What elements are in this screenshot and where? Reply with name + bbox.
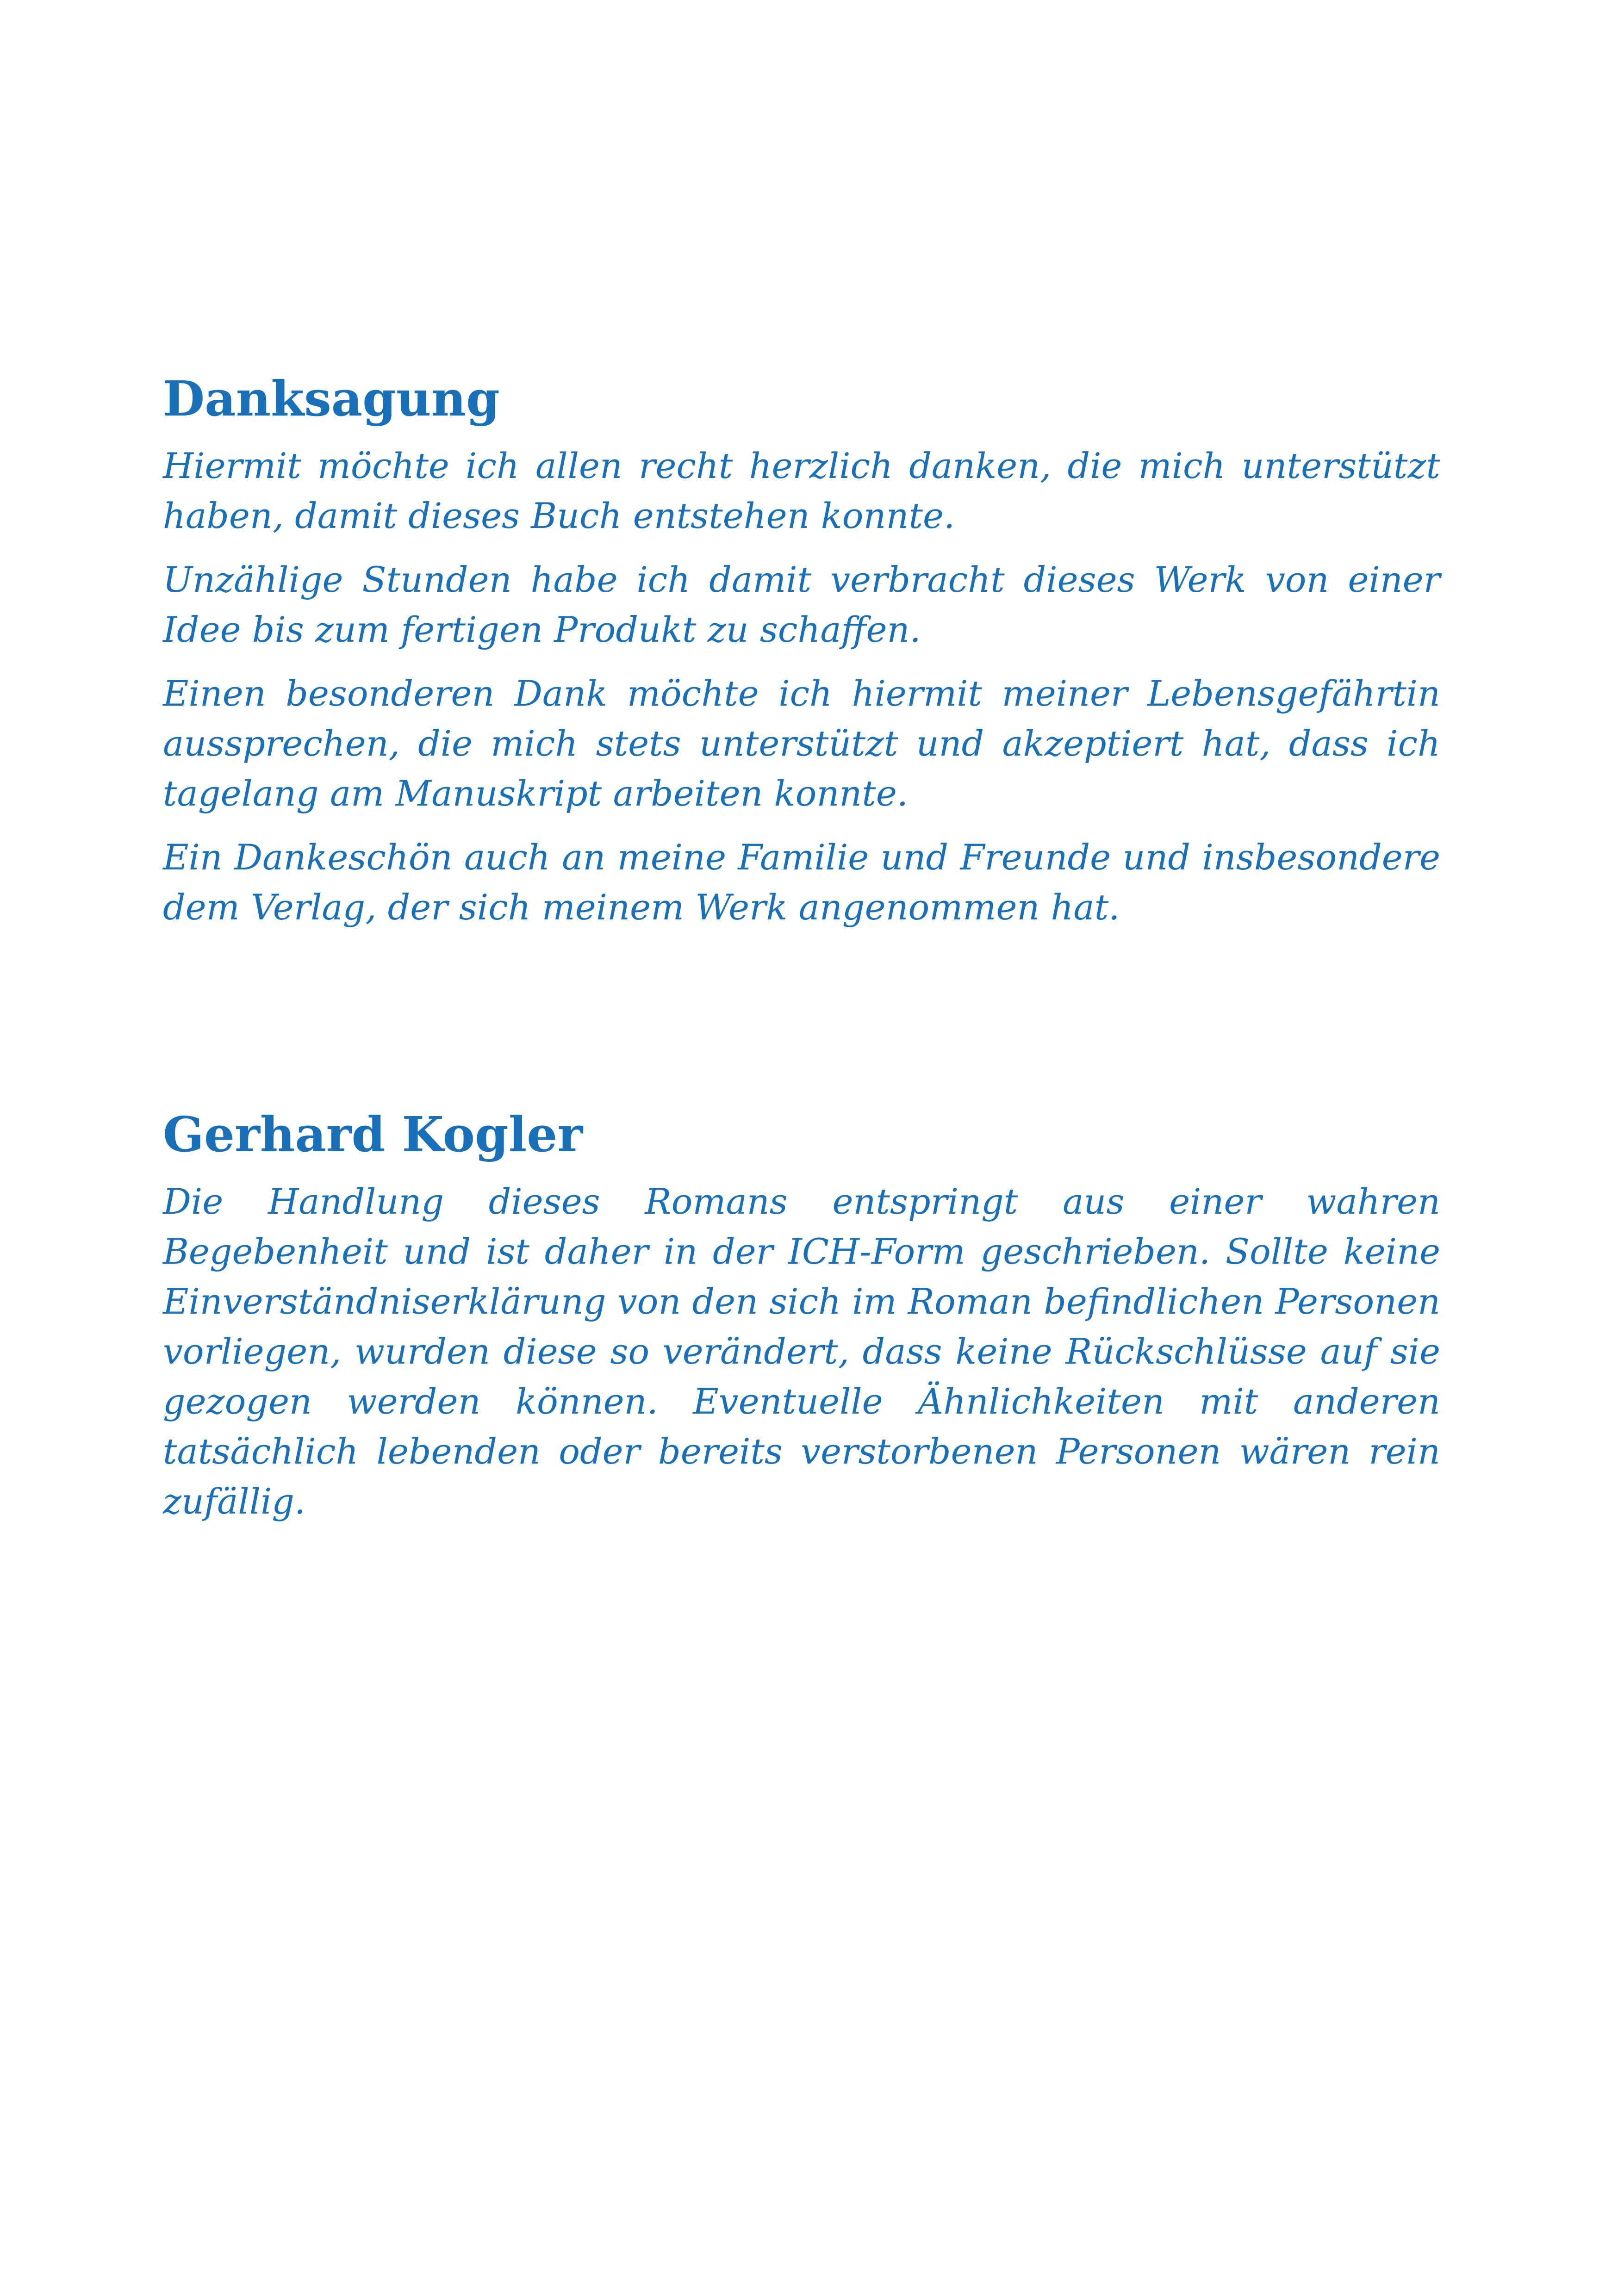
acknowledgements-paragraph: Ein Dankeschön auch an meine Familie und Freunde und insbesondere dem Verlag, der sich meinem Werk angenommen hat. (163, 836, 1440, 928)
acknowledgements-paragraph: Unzählige Stunden habe ich damit verbracht dieses Werk von einer Idee bis zum fertigen Produkt zu schaffen. (163, 558, 1440, 650)
author-body (163, 1177, 1440, 1527)
acknowledgements-heading: Danksagung (163, 370, 500, 427)
author-name-heading: Gerhard Kogler (163, 1106, 583, 1163)
acknowledgements-paragraph: Hiermit möchte ich allen recht herzlich danken, die mich unterstützt haben, damit dieses Buch entstehen konnte. (163, 445, 1440, 536)
acknowledgements-paragraph: Einen besonderen Dank möchte ich hiermit meiner Lebensgefährtin aussprechen, die mich stets unterstützt und akzeptiert hat, dass ich tagelang am Manuskript arbeiten konnte. (163, 672, 1440, 814)
author-section (163, 1106, 1440, 1540)
acknowledgements-body (163, 441, 1440, 932)
acknowledgements-section (163, 370, 1440, 946)
disclaimer-paragraph: Die Handlung dieses Romans entspringt aus einer wahren Begebenheit und ist daher in der ICH-Form geschrieben. Sollte keine Einverständniserklärung von den sich im Roman befindlichen Personen vorliegen, wurden diese so verändert, dass keine Rückschlüsse auf sie gezogen werden können. Eventuelle Ähnlichkeiten mit anderen tatsächlich lebenden oder bereits verstorbenen Personen wären rein zufällig. (163, 1180, 1440, 1522)
